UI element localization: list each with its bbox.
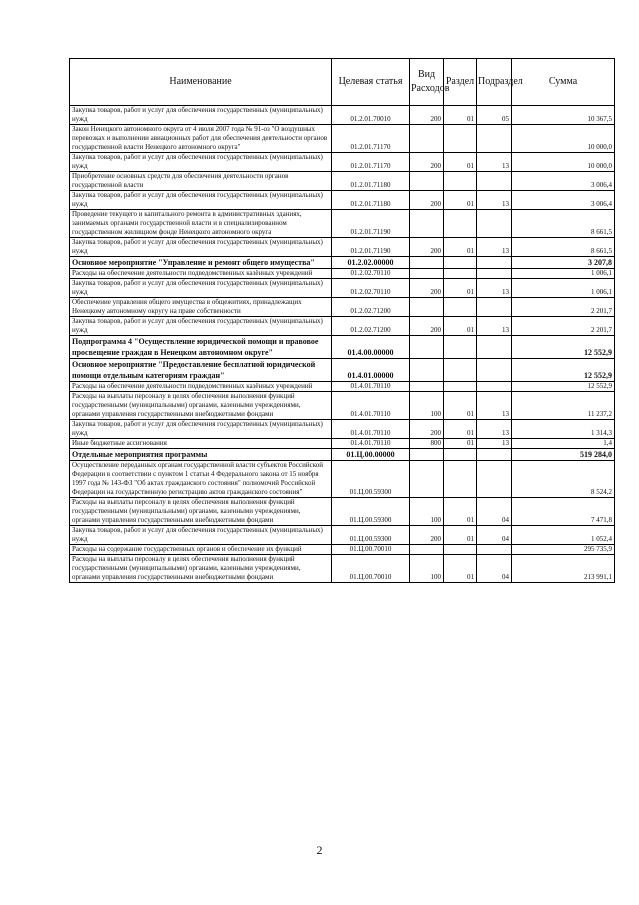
cell-section: 01 bbox=[444, 238, 477, 257]
cell-subsection: 05 bbox=[477, 106, 512, 125]
cell-expense-type bbox=[410, 545, 444, 555]
cell-target: 01.4.00.00000 bbox=[332, 336, 410, 359]
cell-expense-type: 200 bbox=[410, 238, 444, 257]
table-row bbox=[70, 238, 615, 257]
cell-amount: 7 471,8 bbox=[512, 498, 615, 526]
budget-table bbox=[69, 58, 615, 583]
table-row bbox=[70, 555, 615, 583]
cell-section bbox=[444, 449, 477, 461]
cell-subsection bbox=[477, 545, 512, 555]
cell-name: Основное мероприятие "Управление и ремонт общего имущества" bbox=[70, 257, 332, 269]
cell-subsection: 13 bbox=[477, 439, 512, 449]
cell-name: Закупка товаров, работ и услуг для обеспечения государственных (муниципальных) нужд bbox=[70, 420, 332, 439]
cell-expense-type: 200 bbox=[410, 317, 444, 336]
cell-name: Обеспечение управления общего имущества в общежитиях, принадлежащих Ненецкому автономному округу на праве собственности bbox=[70, 298, 332, 317]
cell-target: 01.2.01.71180 bbox=[332, 172, 410, 191]
cell-section bbox=[444, 298, 477, 317]
cell-target: 01.2.01.71170 bbox=[332, 125, 410, 153]
cell-target: 01.2.01.71190 bbox=[332, 238, 410, 257]
cell-amount: 10 000,0 bbox=[512, 125, 615, 153]
cell-section: 01 bbox=[444, 317, 477, 336]
cell-amount: 3 006,4 bbox=[512, 172, 615, 191]
cell-name: Расходы на обеспечение деятельности подведомственных казённых учреждений bbox=[70, 382, 332, 392]
cell-name: Закупка товаров, работ и услуг для обеспечения государственных (муниципальных) нужд bbox=[70, 279, 332, 298]
header-section: Раздел bbox=[444, 59, 477, 106]
cell-amount: 8 524,2 bbox=[512, 461, 615, 498]
table-row bbox=[70, 298, 615, 317]
cell-amount: 8 661,5 bbox=[512, 210, 615, 238]
cell-expense-type bbox=[410, 359, 444, 382]
table-header-row bbox=[70, 59, 615, 106]
cell-subsection bbox=[477, 461, 512, 498]
cell-amount: 3 207,8 bbox=[512, 257, 615, 269]
cell-expense-type bbox=[410, 257, 444, 269]
cell-expense-type bbox=[410, 172, 444, 191]
page-number: 2 bbox=[316, 843, 323, 857]
table-row bbox=[70, 257, 615, 269]
cell-amount: 12 552,9 bbox=[512, 382, 615, 392]
cell-target: 01.2.01.70010 bbox=[332, 106, 410, 125]
cell-section bbox=[444, 545, 477, 555]
cell-target: 01.2.01.71180 bbox=[332, 191, 410, 210]
cell-name: Расходы на выплаты персоналу в целях обеспечения выполнения функций государственными (муниципальными) органами, казенными учреждениями, органами управления государственными внебюджетными фондами bbox=[70, 392, 332, 420]
cell-section: 01 bbox=[444, 555, 477, 583]
cell-subsection: 04 bbox=[477, 498, 512, 526]
header-amount: Сумма bbox=[512, 59, 615, 106]
cell-name: Закупка товаров, работ и услуг для обеспечения государственных (муниципальных) нужд bbox=[70, 317, 332, 336]
cell-section bbox=[444, 382, 477, 392]
header-expense-type: Вид Расходов bbox=[410, 59, 444, 106]
table-row bbox=[70, 449, 615, 461]
cell-amount: 12 552,9 bbox=[512, 359, 615, 382]
cell-section bbox=[444, 125, 477, 153]
cell-expense-type bbox=[410, 382, 444, 392]
cell-expense-type: 100 bbox=[410, 555, 444, 583]
cell-section: 01 bbox=[444, 392, 477, 420]
cell-target: 01.Ц.00.59300 bbox=[332, 498, 410, 526]
cell-expense-type bbox=[410, 210, 444, 238]
table-row bbox=[70, 382, 615, 392]
cell-section: 01 bbox=[444, 279, 477, 298]
cell-name: Закупка товаров, работ и услуг для обеспечения государственных (муниципальных) нужд bbox=[70, 191, 332, 210]
cell-expense-type bbox=[410, 449, 444, 461]
table-row bbox=[70, 191, 615, 210]
cell-subsection: 04 bbox=[477, 555, 512, 583]
cell-subsection bbox=[477, 336, 512, 359]
cell-subsection bbox=[477, 210, 512, 238]
table-body bbox=[70, 106, 615, 583]
table-row bbox=[70, 359, 615, 382]
cell-name: Основное мероприятие "Предоставление бесплатной юридической помощи отдельным категориям граждан" bbox=[70, 359, 332, 382]
cell-subsection: 13 bbox=[477, 420, 512, 439]
cell-expense-type: 200 bbox=[410, 526, 444, 545]
cell-section bbox=[444, 257, 477, 269]
cell-target: 01.2.01.71190 bbox=[332, 210, 410, 238]
table-row bbox=[70, 439, 615, 449]
cell-amount: 295 735,9 bbox=[512, 545, 615, 555]
cell-section: 01 bbox=[444, 106, 477, 125]
cell-subsection bbox=[477, 257, 512, 269]
cell-amount: 10 367,5 bbox=[512, 106, 615, 125]
cell-name: Отдельные мероприятия программы bbox=[70, 449, 332, 461]
cell-section bbox=[444, 359, 477, 382]
cell-subsection: 04 bbox=[477, 526, 512, 545]
cell-subsection: 13 bbox=[477, 153, 512, 172]
cell-amount: 213 991,1 bbox=[512, 555, 615, 583]
cell-name: Закупка товаров, работ и услуг для обеспечения государственных (муниципальных) нужд bbox=[70, 238, 332, 257]
cell-target: 01.Ц.00.70010 bbox=[332, 555, 410, 583]
table-row bbox=[70, 106, 615, 125]
cell-name: Расходы на выплаты персоналу в целях обеспечения выполнения функций государственными (муниципальными) органами, казенными учреждениями, органами управления государственными внебюджетными фондами bbox=[70, 555, 332, 583]
cell-subsection bbox=[477, 382, 512, 392]
cell-target: 01.2.02.71200 bbox=[332, 317, 410, 336]
cell-name: Закупка товаров, работ и услуг для обеспечения государственных (муниципальных) нужд bbox=[70, 526, 332, 545]
cell-amount: 2 201,7 bbox=[512, 317, 615, 336]
cell-subsection: 13 bbox=[477, 238, 512, 257]
cell-name: Закупка товаров, работ и услуг для обеспечения государственных (муниципальных) нужд bbox=[70, 106, 332, 125]
cell-expense-type: 200 bbox=[410, 153, 444, 172]
cell-subsection: 13 bbox=[477, 279, 512, 298]
cell-amount: 2 201,7 bbox=[512, 298, 615, 317]
cell-subsection bbox=[477, 269, 512, 279]
table-row bbox=[70, 461, 615, 498]
cell-expense-type bbox=[410, 269, 444, 279]
header-subsection: Подраздел bbox=[477, 59, 512, 106]
cell-name: Расходы на обеспечение деятельности подведомственных казённых учреждений bbox=[70, 269, 332, 279]
cell-target: 01.2.01.71170 bbox=[332, 153, 410, 172]
cell-target: 01.Ц.00.59300 bbox=[332, 526, 410, 545]
table-row bbox=[70, 336, 615, 359]
table-row bbox=[70, 172, 615, 191]
cell-name: Закон Ненецкого автономного округа от 4 июля 2007 года № 91-оз "О воздушных перевозках и выполнении авиационных работ для обеспечения деятельности органов государственной власти Ненецкого автономного округа" bbox=[70, 125, 332, 153]
cell-section: 01 bbox=[444, 420, 477, 439]
cell-subsection: 13 bbox=[477, 392, 512, 420]
table-row bbox=[70, 498, 615, 526]
cell-amount: 11 237,2 bbox=[512, 392, 615, 420]
cell-amount: 1,4 bbox=[512, 439, 615, 449]
cell-target: 01.Ц.00.59300 bbox=[332, 461, 410, 498]
table-row bbox=[70, 279, 615, 298]
table-row bbox=[70, 269, 615, 279]
cell-amount: 12 552,9 bbox=[512, 336, 615, 359]
cell-target: 01.Ц.00.70010 bbox=[332, 545, 410, 555]
table-row bbox=[70, 392, 615, 420]
cell-section bbox=[444, 210, 477, 238]
cell-target: 01.2.02.71200 bbox=[332, 298, 410, 317]
cell-amount: 8 661,5 bbox=[512, 238, 615, 257]
cell-amount: 1 006,1 bbox=[512, 279, 615, 298]
cell-name: Расходы на содержание государственных органов и обеспечение их функций bbox=[70, 545, 332, 555]
cell-subsection bbox=[477, 298, 512, 317]
table-row bbox=[70, 420, 615, 439]
cell-section bbox=[444, 172, 477, 191]
table-row bbox=[70, 125, 615, 153]
cell-section bbox=[444, 461, 477, 498]
cell-name: Иные бюджетные ассигнования bbox=[70, 439, 332, 449]
header-target: Целевая статья bbox=[332, 59, 410, 106]
cell-target: 01.2.02.70110 bbox=[332, 279, 410, 298]
cell-amount: 519 284,0 bbox=[512, 449, 615, 461]
cell-expense-type: 200 bbox=[410, 279, 444, 298]
cell-expense-type: 800 bbox=[410, 439, 444, 449]
cell-name: Подпрограмма 4 "Осуществление юридической помощи и правовое просвещение граждан в Ненецком автономном округе" bbox=[70, 336, 332, 359]
cell-expense-type: 100 bbox=[410, 392, 444, 420]
cell-expense-type: 200 bbox=[410, 191, 444, 210]
cell-subsection bbox=[477, 125, 512, 153]
cell-amount: 10 000,0 bbox=[512, 153, 615, 172]
cell-expense-type bbox=[410, 298, 444, 317]
cell-expense-type bbox=[410, 461, 444, 498]
cell-section: 01 bbox=[444, 526, 477, 545]
table-row bbox=[70, 153, 615, 172]
cell-section: 01 bbox=[444, 439, 477, 449]
cell-expense-type: 200 bbox=[410, 106, 444, 125]
table-row bbox=[70, 210, 615, 238]
cell-name: Приобретение основных средств для обеспечения деятельности органов государственной власти bbox=[70, 172, 332, 191]
cell-name: Осуществление переданных органам государственной власти субъектов Российской Федерации в соответствии с пунктом 1 статьи 4 Федерального закона от 15 ноября 1997 года № 143-ФЗ "Об актах гражданского состояния" полномочий Российской Федерации на государственную регистрацию актов гражданского состояния" bbox=[70, 461, 332, 498]
cell-target: 01.2.02.00000 bbox=[332, 257, 410, 269]
cell-section: 01 bbox=[444, 191, 477, 210]
cell-expense-type bbox=[410, 125, 444, 153]
cell-subsection bbox=[477, 359, 512, 382]
cell-subsection bbox=[477, 172, 512, 191]
cell-section: 01 bbox=[444, 153, 477, 172]
table-row bbox=[70, 317, 615, 336]
cell-subsection bbox=[477, 449, 512, 461]
cell-target: 01.4.01.70110 bbox=[332, 382, 410, 392]
table-row bbox=[70, 526, 615, 545]
cell-expense-type bbox=[410, 336, 444, 359]
cell-expense-type: 100 bbox=[410, 498, 444, 526]
cell-section: 01 bbox=[444, 498, 477, 526]
cell-target: 01.2.02.70110 bbox=[332, 269, 410, 279]
cell-amount: 1 052,4 bbox=[512, 526, 615, 545]
cell-target: 01.4.01.70110 bbox=[332, 439, 410, 449]
table-row bbox=[70, 545, 615, 555]
cell-amount: 1 314,3 bbox=[512, 420, 615, 439]
cell-name: Закупка товаров, работ и услуг для обеспечения государственных (муниципальных) нужд bbox=[70, 153, 332, 172]
cell-target: 01.Ц.00.00000 bbox=[332, 449, 410, 461]
cell-name: Проведение текущего и капитального ремонта в административных зданиях, занимаемых органами государственной власти и в специализированном государственном жилищном фонде Ненецкого автономного округа bbox=[70, 210, 332, 238]
cell-target: 01.4.01.00000 bbox=[332, 359, 410, 382]
cell-expense-type: 200 bbox=[410, 420, 444, 439]
cell-section bbox=[444, 336, 477, 359]
cell-target: 01.4.01.70110 bbox=[332, 420, 410, 439]
cell-name: Расходы на выплаты персоналу в целях обеспечения выполнения функций государственными (муниципальными) органами, казенными учреждениями, органами управления государственными внебюджетными фондами bbox=[70, 498, 332, 526]
cell-amount: 3 006,4 bbox=[512, 191, 615, 210]
cell-amount: 1 006,1 bbox=[512, 269, 615, 279]
cell-subsection: 13 bbox=[477, 191, 512, 210]
cell-section bbox=[444, 269, 477, 279]
cell-target: 01.4.01.70110 bbox=[332, 392, 410, 420]
header-name: Наименование bbox=[70, 59, 332, 106]
cell-subsection: 13 bbox=[477, 317, 512, 336]
